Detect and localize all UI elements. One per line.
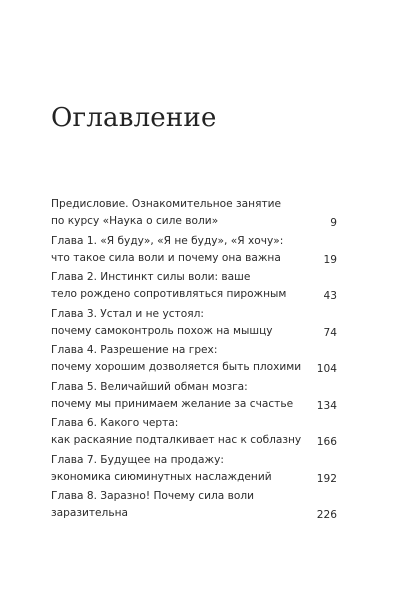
toc-entry-title: Глава 6. Какого черта: xyxy=(51,417,179,429)
toc-entry-title: Глава 8. Заразно! Почему сила воли xyxy=(51,490,255,502)
toc-page-number: 104 xyxy=(316,363,337,375)
table-of-contents xyxy=(51,196,337,525)
toc-entry-title: Глава 2. Инстинкт силы воли: ваше xyxy=(51,271,251,283)
toc-entry-title-continued: тело рождено сопротивляться пирожным xyxy=(51,288,287,300)
toc-entry-chapter-5 xyxy=(51,379,337,415)
toc-entry-title-continued: по курсу «Наука о силе воли» xyxy=(51,215,219,227)
toc-entry-title: Предисловие. Ознакомительное занятие xyxy=(51,198,282,210)
toc-page-number: 43 xyxy=(323,290,337,302)
toc-entry-title: Глава 7. Будущее на продажу: xyxy=(51,453,224,466)
toc-entry-chapter-6 xyxy=(51,415,337,451)
toc-page-number: 226 xyxy=(316,509,337,521)
toc-entry-title: Глава 5. Величайший обман мозга: xyxy=(51,380,248,393)
toc-entry-chapter-1 xyxy=(51,233,337,269)
toc-entry-title-continued: что такое сила воли и почему она важна xyxy=(51,251,281,264)
toc-entry-chapter-8 xyxy=(51,488,337,524)
toc-entry-chapter-4 xyxy=(51,342,337,378)
toc-page-number: 74 xyxy=(323,326,337,339)
toc-entry-title-continued: заразительна xyxy=(51,507,128,519)
toc-entry-title-continued: почему мы принимаем желание за счастье xyxy=(51,397,294,410)
toc-entry-title: Глава 3. Устал и не устоял: xyxy=(51,307,204,320)
toc-entry-title-continued: экономика сиюминутных наслаждений xyxy=(51,470,272,483)
toc-page-number: 19 xyxy=(323,253,337,266)
toc-entry-title-continued: почему хорошим дозволяется быть плохими xyxy=(51,361,302,373)
toc-entry-chapter-7 xyxy=(51,452,337,488)
toc-entry-title-continued: как раскаяние подталкивает нас к соблазну xyxy=(51,434,302,446)
toc-page-number: 134 xyxy=(316,399,337,412)
toc-page-number: 166 xyxy=(316,436,337,448)
toc-entry-title-continued: почему самоконтроль похож на мышцу xyxy=(51,324,273,337)
toc-entry-chapter-3 xyxy=(51,306,337,342)
toc-page-number: 9 xyxy=(330,217,337,229)
toc-entry-title: Глава 1. «Я буду», «Я не буду», «Я хочу»: xyxy=(51,234,284,247)
toc-entry-title: Глава 4. Разрешение на грех: xyxy=(51,344,218,356)
toc-entry-preface xyxy=(51,196,337,232)
toc-page-number: 192 xyxy=(316,472,337,485)
toc-entry-chapter-2 xyxy=(51,269,337,305)
page-title: Оглавление xyxy=(51,103,217,133)
